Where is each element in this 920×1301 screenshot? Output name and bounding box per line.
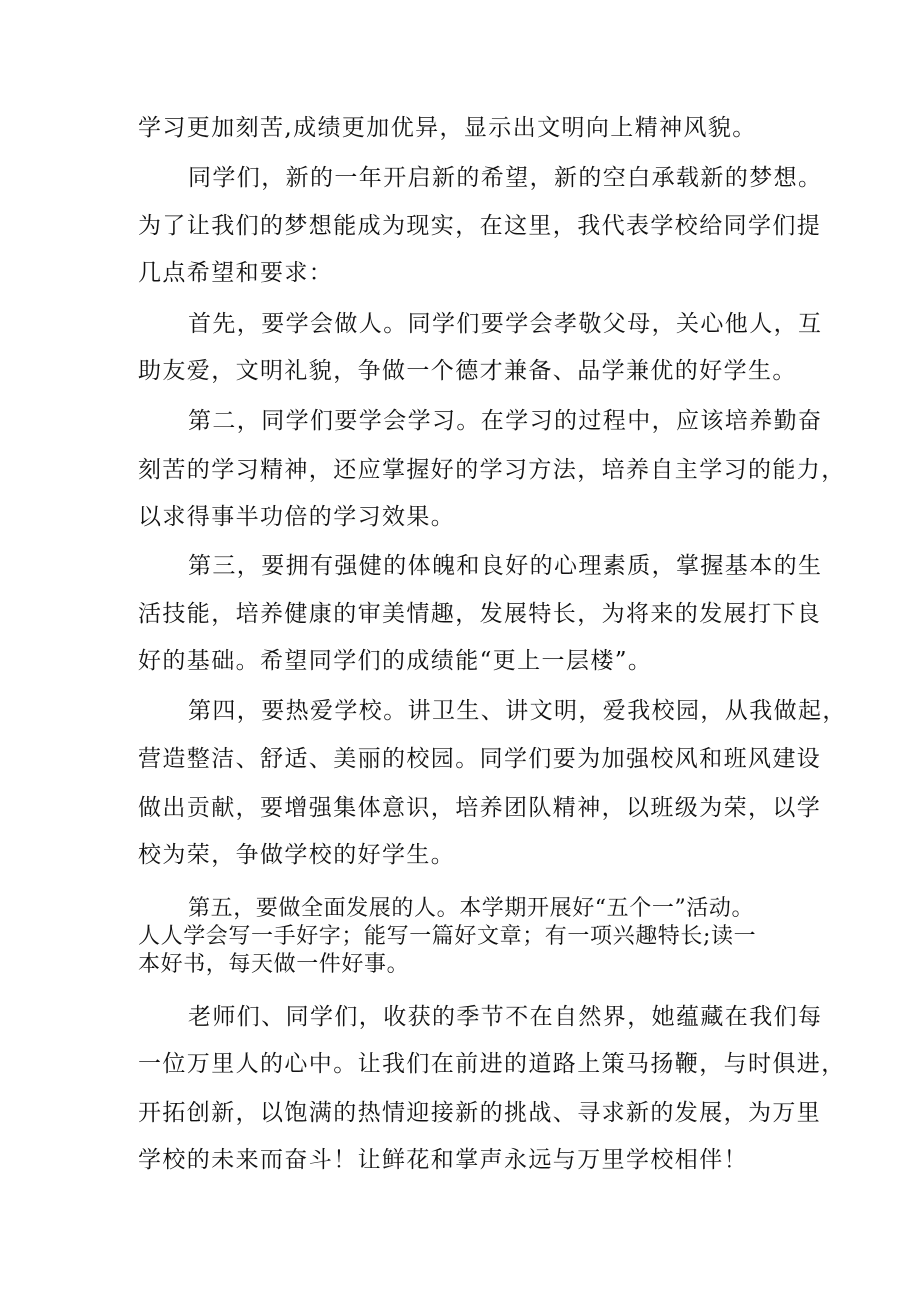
text-line: 学校的未来而奋斗！让鲜花和掌声永远与万里学校相伴！: [138, 1147, 748, 1173]
text-line: 学习更加刻苦,成绩更加优异，显示出文明向上精神风貌。: [138, 115, 757, 141]
text-line: 同学们，新的一年开启新的希望，新的空白承载新的梦想。: [188, 165, 823, 191]
text-line: 几点希望和要求：: [138, 260, 334, 286]
text-line: 以求得事半功倍的学习效果。: [138, 504, 456, 530]
text-line: 活技能，培养健康的审美情趣，发展特长，为将来的发展打下良: [138, 601, 822, 627]
text-line: 助友爱，文明礼貌，争做一个德才兼备、品学兼优的好学生。: [138, 358, 797, 384]
text-line: 一位万里人的心中。让我们在前进的道路上策马扬鞭，与时俱进，: [138, 1051, 846, 1077]
text-line: 本好书，每天做一件好事。: [138, 952, 410, 977]
text-line: 开拓创新，以饱满的热情迎接新的挑战、寻求新的发展，为万里: [138, 1100, 822, 1126]
text-line: 营造整洁、舒适、美丽的校园。同学们要为加强校风和班风建设: [138, 746, 822, 772]
text-line: 第四，要热爱学校。讲卫生、讲文明，爱我校园，从我做起，: [188, 698, 847, 724]
text-line: 第五，要做全面发展的人。本学期开展好“五个一”活动。: [188, 896, 755, 921]
text-line: 老师们、同学们，收获的季节不在自然界，她蕴藏在我们每: [188, 1004, 823, 1030]
text-line: 人人学会写一手好字；能写一篇好文章；有一项兴趣特长;读一: [138, 924, 757, 949]
text-line: 第三，要拥有强健的体魄和良好的心理素质，掌握基本的生: [188, 553, 823, 579]
text-line: 校为荣，争做学校的好学生。: [138, 842, 456, 868]
text-line: 第二，同学们要学会学习。在学习的过程中，应该培养勤奋: [188, 408, 823, 434]
text-line: 首先，要学会做人。同学们要学会孝敬父母，关心他人，互: [188, 311, 823, 337]
text-line: 刻苦的学习精神，还应掌握好的学习方法，培养自主学习的能力，: [138, 457, 846, 483]
text-line: 做出贡献，要增强集体意识，培养团队精神，以班级为荣，以学: [138, 795, 822, 821]
text-line: 为了让我们的梦想能成为现实，在这里，我代表学校给同学们提: [138, 213, 822, 239]
text-line: 好的基础。希望同学们的成绩能“更上一层楼”。: [138, 648, 653, 674]
